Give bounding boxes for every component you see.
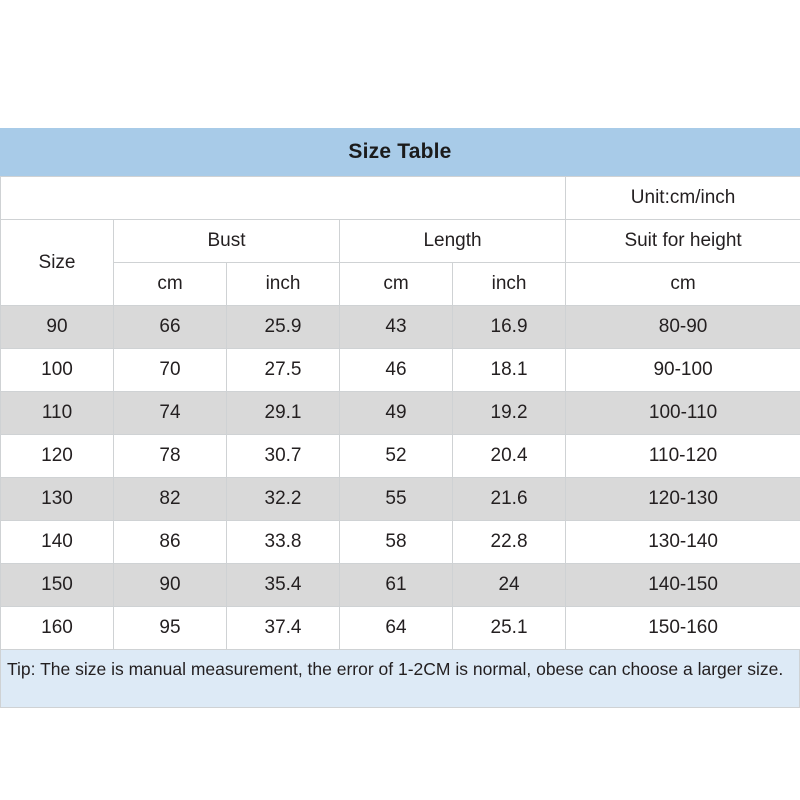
cell-size: 100 xyxy=(1,349,114,392)
cell-bust-inch: 32.2 xyxy=(227,478,340,521)
cell-height: 110-120 xyxy=(566,435,800,478)
cell-bust-cm: 82 xyxy=(114,478,227,521)
subheader-bust-inch: inch xyxy=(227,263,340,306)
subheader-bust-cm: cm xyxy=(114,263,227,306)
header-suit-for-height: Suit for height xyxy=(566,220,800,263)
page-title: Size Table xyxy=(348,140,452,163)
subheader-length-cm: cm xyxy=(340,263,453,306)
subheader-length-inch: inch xyxy=(453,263,566,306)
cell-bust-inch: 29.1 xyxy=(227,392,340,435)
cell-length-inch: 22.8 xyxy=(453,521,566,564)
cell-bust-cm: 74 xyxy=(114,392,227,435)
table-row xyxy=(1,521,800,564)
table-row xyxy=(1,564,800,607)
cell-length-inch: 20.4 xyxy=(453,435,566,478)
cell-height: 80-90 xyxy=(566,306,800,349)
cell-length-inch: 16.9 xyxy=(453,306,566,349)
cell-bust-cm: 90 xyxy=(114,564,227,607)
cell-bust-inch: 27.5 xyxy=(227,349,340,392)
table-row xyxy=(1,478,800,521)
cell-bust-inch: 33.8 xyxy=(227,521,340,564)
size-table xyxy=(0,176,800,650)
unit-note: Unit:cm/inch xyxy=(566,177,800,220)
cell-length-inch: 25.1 xyxy=(453,607,566,650)
cell-bust-cm: 70 xyxy=(114,349,227,392)
table-row xyxy=(1,607,800,650)
cell-bust-inch: 30.7 xyxy=(227,435,340,478)
table-row xyxy=(1,306,800,349)
cell-bust-cm: 66 xyxy=(114,306,227,349)
cell-height: 150-160 xyxy=(566,607,800,650)
cell-length-inch: 21.6 xyxy=(453,478,566,521)
size-table-container xyxy=(0,128,800,708)
cell-size: 120 xyxy=(1,435,114,478)
group-header-row xyxy=(1,220,800,263)
cell-bust-inch: 37.4 xyxy=(227,607,340,650)
header-length: Length xyxy=(340,220,566,263)
cell-length-cm: 43 xyxy=(340,306,453,349)
table-row xyxy=(1,435,800,478)
cell-bust-cm: 78 xyxy=(114,435,227,478)
header-bust: Bust xyxy=(114,220,340,263)
cell-bust-cm: 86 xyxy=(114,521,227,564)
cell-bust-cm: 95 xyxy=(114,607,227,650)
cell-length-inch: 24 xyxy=(453,564,566,607)
cell-size: 150 xyxy=(1,564,114,607)
cell-size: 110 xyxy=(1,392,114,435)
title-bar xyxy=(0,128,800,176)
cell-length-inch: 19.2 xyxy=(453,392,566,435)
cell-length-cm: 46 xyxy=(340,349,453,392)
cell-size: 160 xyxy=(1,607,114,650)
cell-size: 90 xyxy=(1,306,114,349)
table-row xyxy=(1,392,800,435)
unit-row xyxy=(1,177,800,220)
cell-bust-inch: 25.9 xyxy=(227,306,340,349)
cell-size: 130 xyxy=(1,478,114,521)
cell-length-cm: 49 xyxy=(340,392,453,435)
cell-length-cm: 61 xyxy=(340,564,453,607)
cell-length-cm: 52 xyxy=(340,435,453,478)
cell-height: 130-140 xyxy=(566,521,800,564)
cell-length-inch: 18.1 xyxy=(453,349,566,392)
sub-header-row xyxy=(1,263,800,306)
unit-row-spacer xyxy=(1,177,566,220)
table-row xyxy=(1,349,800,392)
cell-bust-inch: 35.4 xyxy=(227,564,340,607)
subheader-height-cm: cm xyxy=(566,263,800,306)
cell-height: 140-150 xyxy=(566,564,800,607)
cell-length-cm: 64 xyxy=(340,607,453,650)
cell-size: 140 xyxy=(1,521,114,564)
cell-height: 90-100 xyxy=(566,349,800,392)
cell-height: 120-130 xyxy=(566,478,800,521)
cell-height: 100-110 xyxy=(566,392,800,435)
header-size: Size xyxy=(1,220,114,306)
cell-length-cm: 58 xyxy=(340,521,453,564)
tip-note: Tip: The size is manual measurement, the error of 1-2CM is normal, obese can choose a larger size. xyxy=(0,650,800,708)
cell-length-cm: 55 xyxy=(340,478,453,521)
